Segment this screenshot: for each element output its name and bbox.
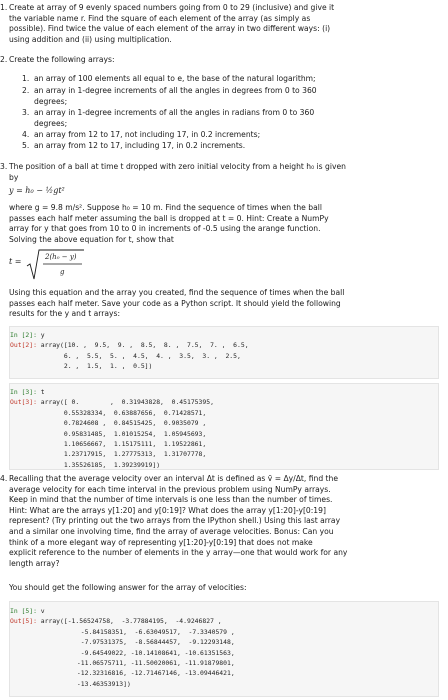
code-line [10, 637, 438, 647]
item-3-number: 3. [0, 162, 8, 171]
code-text: -7.97531375, -8.56844457, -9.12293148, [50, 638, 235, 647]
code-text: -5.84158351, -6.63049517, -7.3340579 , [50, 627, 235, 636]
item-2-sub-3 [22, 108, 437, 129]
code-text: 2. , 1.5, 1. , 0.5]) [10, 362, 153, 371]
item-3-line: array for y that goes from 10 to 0 in increments of -0.5 using the arange function. [9, 224, 321, 234]
code-line [10, 658, 438, 668]
code-text: y [40, 331, 45, 339]
item-2-intro: Create the following arrays: [9, 55, 115, 64]
code-text: 0.95831485, 1.01015254, 1.05945693, [10, 429, 207, 438]
item-4-line: think of a more elegant way of representing y[1:20]-y[0:19] that does not make [9, 537, 313, 547]
code-line [10, 340, 438, 350]
code-text: 1.23717915, 1.27775313, 1.31707778, [10, 450, 207, 459]
sub-text: an array in 1-degree increments of all the angles in degrees from 0 to 360 [34, 86, 317, 95]
time-eq-lhs: t = [9, 257, 22, 266]
item-1-line: the variable name r. Find the square of each element of the array (as simply as [9, 13, 311, 23]
code-line [10, 418, 438, 428]
code-line [10, 679, 438, 689]
code-line [10, 627, 438, 637]
code-text: 0.7824608 , 0.84515425, 0.9035079 , [10, 419, 207, 428]
item-3-using [9, 288, 437, 320]
item-2-sub-4 [22, 130, 437, 141]
item-3-line: Using this equation and the array you created, find the sequence of times when the ball [9, 288, 345, 297]
code-line [10, 648, 438, 658]
sub-text: an array in 1-degree increments of all the angles in radians from 0 to 360 [34, 108, 315, 117]
code-block-t [9, 383, 439, 470]
time-eq-numerator: 2(h₀ − y) [45, 253, 77, 261]
code-text: t [40, 388, 45, 396]
position-equation: y = h₀ − ½gt² [9, 186, 65, 195]
code-block-v [9, 601, 439, 697]
item-1-line: possible). Find twice the value of each element of the array in two different ways: (i) [9, 24, 331, 34]
code-line [10, 397, 438, 407]
code-line [10, 460, 438, 470]
input-prompt: In [2]: [10, 331, 41, 339]
code-text: 1.10656667, 1.15175111, 1.19522861, [10, 439, 207, 448]
item-4-line: Hint: What are the arrays y[1:20] and y[0:19]? What does the array y[1:20]-y[0:19] [9, 505, 326, 515]
item-4-line: explicit reference to the number of elements in the y array—one that would work for any [9, 548, 348, 558]
item-4-line: represent? (Try printing out the two arrays from the IPython shell.) Using this last array [9, 516, 341, 526]
code-text: -12.32316816, -12.71467146, -13.09446421, [50, 669, 235, 678]
code-text: -9.64549022, -10.14108641, -10.61351563, [50, 648, 235, 657]
code-text: 6. , 5.5, 5. , 4.5, 4. , 3.5, 3. , 2.5, [10, 351, 241, 360]
output-prompt: Out[3]: [10, 398, 41, 407]
code-line [10, 449, 438, 459]
sub-number: 3. [22, 108, 30, 117]
sub-text: degrees; [34, 96, 68, 106]
item-3-where [9, 203, 437, 245]
sub-text: degrees; [34, 118, 68, 128]
item-1-number: 1. [0, 3, 8, 12]
item-4-line: length array? [9, 558, 60, 568]
code-line [10, 606, 438, 616]
sub-number: 4. [22, 130, 30, 139]
code-line [10, 330, 438, 340]
time-eq-denominator: g [60, 268, 65, 276]
item-2-sub-2 [22, 86, 437, 107]
item-4-line: Keep in mind that the number of time intervals is one less than the number of times. [9, 495, 333, 505]
item-4-line: average velocity for each time interval in the previous problem using NumPy arrays. [9, 484, 331, 494]
code-line [10, 439, 438, 449]
sub-text: an array from 12 to 17, including 17, in 0.2 increments. [34, 141, 246, 150]
item-4-line: Recalling that the average velocity over an interval Δt is defined as v̄ = Δy/Δt, find the [9, 474, 339, 483]
code-text: array([-1.56524758, -3.77884195, -4.9246827 , [40, 617, 222, 626]
item-4-number: 4. [0, 474, 8, 483]
item-1-line: using addition and (ii) using multiplication. [9, 34, 172, 44]
item-3-line: passes each half meter. Save your code as a Python script. It should yield the following [9, 298, 341, 308]
sub-number: 1. [22, 74, 30, 83]
item-3-line: results for the y and t arrays: [9, 309, 121, 319]
item-3-line: passes each half meter assuming the ball is dropped at t = 0. Hint: Create a NumPy [9, 213, 329, 223]
input-prompt: In [5]: [10, 607, 41, 615]
code-line [10, 616, 438, 626]
sub-text: an array from 12 to 17, not including 17, in 0.2 increments; [34, 130, 261, 139]
code-text: -13.46353913]) [50, 679, 131, 688]
code-text: -11.06575711, -11.50020061, -11.91879801, [50, 658, 235, 667]
item-2-sub-1 [22, 74, 437, 85]
item-3-line: where g = 9.8 m/s². Suppose h₀ = 10 m. Find the sequence of times when the ball [9, 203, 322, 212]
code-line [10, 408, 438, 418]
answer-intro: You should get the following answer for the array of velocities: [9, 583, 247, 592]
code-text: 1.35526185, 1.39239919]) [10, 460, 161, 469]
code-text: array([ 0. , 0.31943828, 0.45175395, [40, 398, 214, 407]
sub-number: 2. [22, 86, 30, 95]
code-block-y [9, 326, 439, 379]
item-3-line: The position of a ball at time t dropped with zero initial velocity from a height h₀ is given [9, 162, 346, 171]
sub-text: an array of 100 elements all equal to e, the base of the natural logarithm; [34, 74, 316, 83]
code-line [10, 429, 438, 439]
item-4-line: and a similar one involving time, find the array of average velocities. Bonus: Can you [9, 526, 334, 536]
sub-number: 5. [22, 141, 30, 150]
time-equation [9, 248, 129, 282]
code-line [10, 361, 438, 371]
item-2-number: 2. [0, 55, 8, 64]
code-line [10, 387, 438, 397]
item-3-line: by [9, 172, 19, 182]
code-line [10, 351, 438, 361]
item-3-line: Solving the above equation for t, show that [9, 234, 174, 244]
input-prompt: In [3]: [10, 388, 41, 396]
code-text: v [40, 607, 45, 615]
item-1-text [9, 3, 437, 45]
item-1-line: Create at array of 9 evenly spaced numbers going from 0 to 29 (inclusive) and give it [9, 3, 335, 12]
item-3-intro [9, 162, 437, 183]
item-2-sub-5 [22, 141, 437, 152]
item-4-text [9, 474, 437, 569]
output-prompt: Out[5]: [10, 617, 41, 626]
code-text: 0.55328334, 0.63887656, 0.71428571, [10, 408, 207, 417]
code-line [10, 668, 438, 678]
output-prompt: Out[2]: [10, 341, 41, 350]
code-text: array([10. , 9.5, 9. , 8.5, 8. , 7.5, 7. , 6.5, [40, 341, 249, 350]
